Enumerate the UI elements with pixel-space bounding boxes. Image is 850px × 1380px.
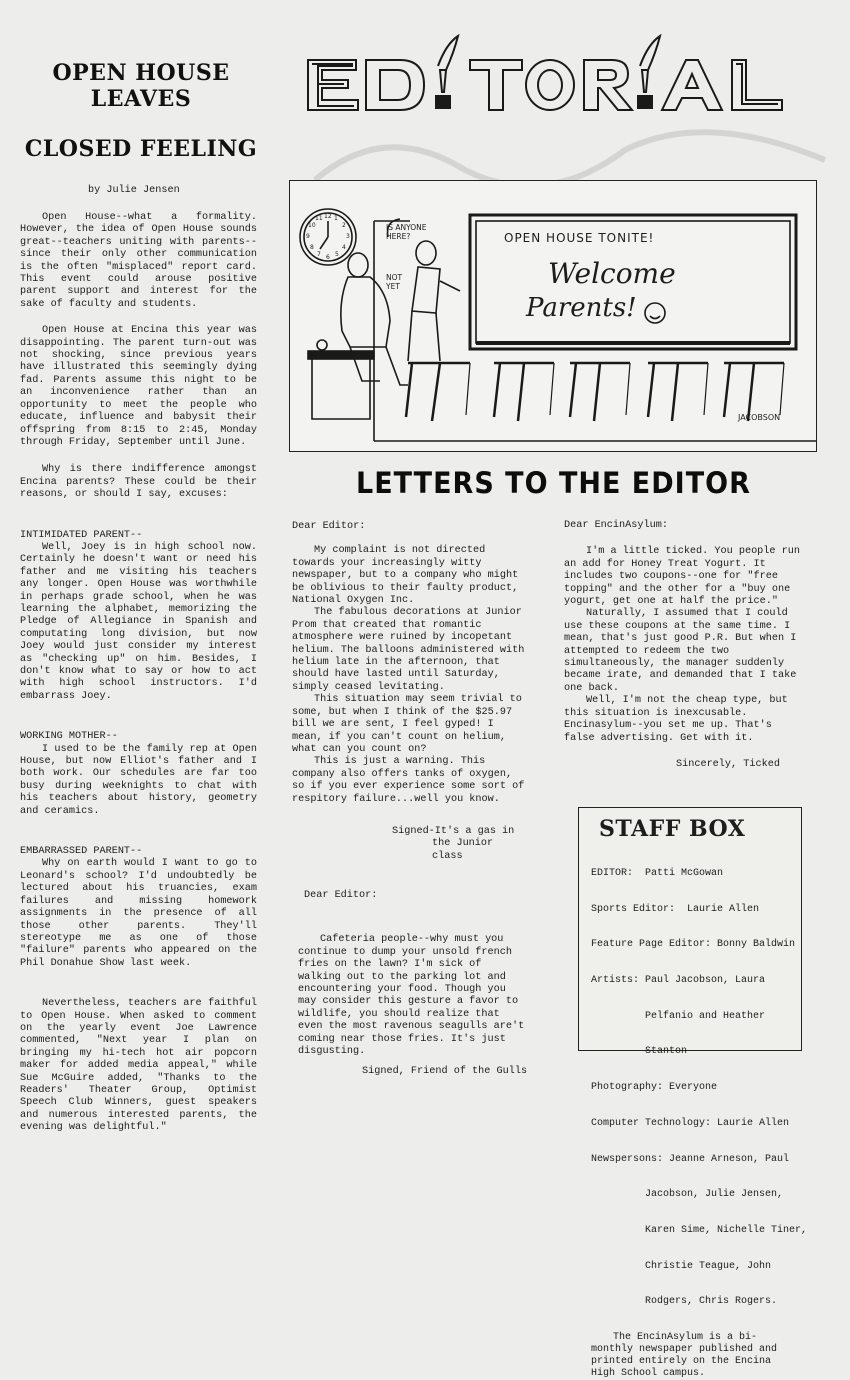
clock-number: 11 bbox=[315, 215, 323, 222]
letter-2-signature: Signed, Friend of the Gulls bbox=[362, 1066, 528, 1077]
speech-bubble-answer: NOT YET bbox=[386, 273, 403, 291]
clock-number: 5 bbox=[335, 251, 339, 258]
editorial-masthead bbox=[300, 30, 805, 120]
letter-signature-2: the Junior class bbox=[432, 838, 494, 862]
staff-line: Christie Teague, John bbox=[591, 1260, 772, 1272]
letter-paragraph: Well, I'm not the cheap type, but this situation is inexcusable. Encinasylum--you set me up. That's false advertising. Get with it. bbox=[564, 695, 788, 744]
clock-number: 7 bbox=[317, 251, 321, 258]
clock-number: 4 bbox=[342, 244, 346, 251]
staff-line: Computer Technology: Laurie Allen bbox=[591, 1117, 790, 1129]
article-paragraph: Open House at Encina this year was disappointing. The parent turn-out was not shocking, since previous years have illustrated this seemingly dying fad. Parents assume this night to be an inconvenience rather than an opportunity to meet the people who educate, influence and babysit their offspring from 8:15 to 2:45, Monday through Friday, September until June. bbox=[20, 325, 257, 448]
section-working-mother bbox=[20, 731, 257, 818]
letter-3 bbox=[564, 520, 804, 771]
staff-list bbox=[591, 844, 808, 1332]
letter-paragraph: My complaint is not directed towards your increasingly witty newspaper, but to a company who might be oblivious to their faulty product, National Oxygen Inc. bbox=[292, 545, 519, 607]
clock-number: 3 bbox=[346, 233, 350, 240]
byline: by Julie Jensen bbox=[88, 185, 180, 196]
article-paragraph: Open House--what a formality. However, the idea of Open House sounds great--teachers uniting with parents--since their only other communication is the often "misplaced" report card. This event could arouse positive parent support and interest for the sake of faculty and students. bbox=[20, 212, 257, 310]
chalkboard-line-3: Parents! bbox=[526, 293, 637, 323]
staff-line: EDITOR: Patti McGowan bbox=[591, 867, 724, 879]
letters-title: LETTERS TO THE EDITOR bbox=[356, 466, 751, 501]
section-label: INTIMIDATED PARENT-- bbox=[20, 529, 143, 541]
letter-paragraph: Naturally, I assumed that I could use these coupons at the same time. I mean, that's just good P.R. But when I attempted to redeem the two simultaneously, the manager suddenly became irate, and demanded that I take one back. bbox=[564, 608, 797, 694]
staff-line: Pelfanio and Heather bbox=[591, 1010, 766, 1022]
clock-number: 10 bbox=[308, 222, 316, 229]
section-text: I used to be the family rep at Open House, but now Elliot's father and I both work. Our schedules are far too busy during weeknights to chat with his teachers about history, geometry and ceramics. bbox=[20, 743, 257, 817]
section-text: Well, Joey is in high school now. Certainly he doesn't want or need his father and me visiting his teachers any longer. Open House was worthwhile in perhaps grade school, when he was learning the alphabet, memorizing the Pledge of Allegiance in Spanish and computating long division, but now Joey would just consider my interest as "checking up" on him. Besides, I don't know what to say or how to act with high school instructors. I'd embarrass Joey. bbox=[20, 541, 257, 702]
staff-line: Newspersons: Jeanne Arneson, Paul bbox=[591, 1153, 790, 1165]
clock-number: 12 bbox=[324, 213, 332, 220]
section-label: WORKING MOTHER-- bbox=[20, 731, 118, 743]
chalkboard-line-2: Welcome bbox=[548, 257, 676, 290]
article-closing: Nevertheless, teachers are faithful to Open House. When asked to comment on the yearly event Joe Lawrence commented, "Next year I plan on bringing my hi-tech hot air popcorn maker for added media appeal," while Sue McGuire added, "Thanks to the Readers' Theater Group, Optimist Speech Club Winners, guest speakers and numerous interested parents, the evening was delightful." bbox=[20, 998, 257, 1134]
letter-salutation: Dear Editor: bbox=[292, 521, 366, 532]
letter-paragraph: I'm a little ticked. You people run an add for Honey Treat Yogurt. It includes two coupons--one for "free topping" and the other for a "buy one yogurt, get one at half the price." bbox=[564, 546, 800, 608]
clock-number: 8 bbox=[310, 244, 314, 251]
section-embarrassed bbox=[20, 846, 257, 970]
cartoon-signature: JACOBSON bbox=[738, 413, 781, 422]
headline-line-1: OPEN HOUSE LEAVES bbox=[52, 60, 230, 112]
staff-line: Feature Page Editor: Bonny Baldwin bbox=[591, 939, 796, 951]
letter-2 bbox=[298, 890, 528, 1058]
section-text: Why on earth would I want to go to Leonard's school? I'd undoubtedly be lectured about his truancies, exam failures and missing homework assignments in the presence of all those other parents. They'll stereotype me as one of those "failure" parents who appeared on the Phil Donahue Show last week. bbox=[20, 858, 257, 969]
letter-paragraph: Cafeteria people--why must you continue to dump your unsold french fries on the lawn? I'm sick of walking out to the parking lot and encountering your food. Though you may consider this gesture a favor to wildlife, you should realize that even the most ravenous seagulls are't coming near those fries. It's just disgusting. bbox=[298, 934, 525, 1058]
headline-line-2: CLOSED FEELING bbox=[24, 136, 258, 162]
letter-paragraph: This situation may seem trivial to some, but when I think of the $25.97 bill we are sent, I feel gyped! I mean, if you can't count on helium, what can you count on? bbox=[292, 694, 522, 755]
section-intimidated bbox=[20, 530, 257, 704]
staff-line: Photography: Everyone bbox=[591, 1082, 718, 1094]
staff-box-footer: The EncinAsylum is a bi-monthly newspaper published and printed entirely on the Encina High School campus. bbox=[591, 1332, 778, 1379]
chalkboard-line-1: OPEN HOUSE TONITE! bbox=[504, 231, 655, 245]
section-label: EMBARRASSED PARENT-- bbox=[20, 846, 143, 858]
staff-line: Stanton bbox=[591, 1046, 688, 1058]
letter-salutation: Dear Editor: bbox=[304, 890, 378, 901]
letter-paragraph: This is just a warning. This company also offers tanks of oxygen, so if you ever experience some sort of respitory failure...well you know. bbox=[292, 756, 525, 805]
clock-number: 1 bbox=[334, 215, 338, 222]
staff-line: Jacobson, Julie Jensen, bbox=[591, 1189, 784, 1201]
article-paragraph: Why is there indifference amongst Encina parents? These could be their reasons, or should I say, excuses: bbox=[20, 464, 257, 501]
clock-number: 9 bbox=[306, 233, 310, 240]
staff-box-title: STAFF BOX bbox=[599, 816, 746, 842]
speech-bubble-question: IS ANYONE HERE? bbox=[386, 223, 427, 241]
clock-number: 6 bbox=[326, 254, 330, 261]
letter-signature-1: Signed-It's a gas in bbox=[392, 825, 515, 837]
letter-paragraph: The fabulous decorations at Junior Prom that created that romantic atmosphere were ruined by incopetant helium. The balloons administered with helium late in the afternoon, that should have lasted until Saturday, simply ceased levitating. bbox=[292, 607, 525, 693]
staff-line: Karen Sime, Nichelle Tiner, bbox=[591, 1225, 808, 1236]
clock-number: 2 bbox=[342, 222, 346, 229]
article-body bbox=[20, 212, 257, 1135]
letter-1 bbox=[292, 521, 528, 863]
article-headline bbox=[0, 60, 282, 162]
staff-box bbox=[578, 807, 808, 1379]
staff-line: Sports Editor: Laurie Allen bbox=[591, 903, 760, 915]
masthead-lettering bbox=[300, 30, 805, 120]
staff-line: Artists: Paul Jacobson, Laura bbox=[591, 974, 766, 986]
cartoon-panel bbox=[289, 180, 817, 452]
staff-line: Rodgers, Chris Rogers. bbox=[591, 1296, 778, 1308]
letter-salutation: Dear EncinAsylum: bbox=[564, 520, 668, 531]
letter-signature: Sincerely, Ticked bbox=[676, 758, 780, 770]
